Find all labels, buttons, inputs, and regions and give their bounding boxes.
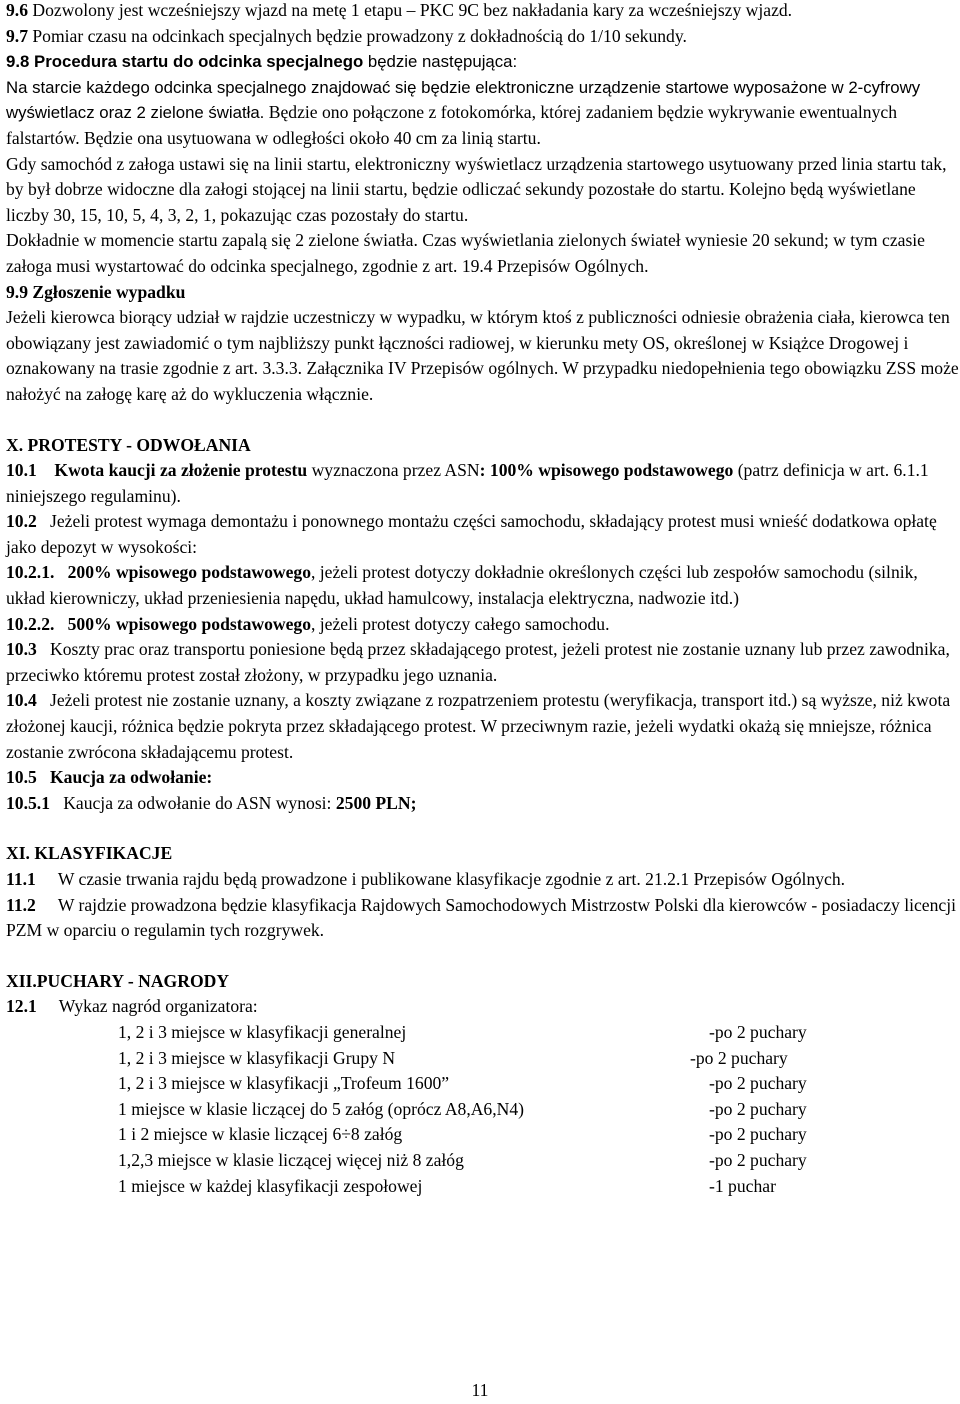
section-number: 10.2.2. [6, 613, 55, 634]
section-number: 10.2.1. [6, 562, 55, 583]
prize-value: -po 2 puchary [709, 1098, 807, 1119]
section-number: 10.4 [6, 690, 37, 711]
prize-row [6, 1071, 960, 1097]
document-page [6, 0, 960, 1199]
prize-label: 1, 2 i 3 miejsce w klasyfikacji generalnej [118, 1021, 407, 1042]
section-10-3 [6, 637, 960, 688]
prize-label: 1, 2 i 3 miejsce w klasyfikacji Grupy N [118, 1047, 396, 1068]
section-number: 10.5 [6, 767, 37, 788]
section-11-2 [6, 893, 960, 944]
paragraph-text: W rajdzie prowadzona będzie klasyfikacja Rajdowych Samochodowych Mistrzostw Polski dla kierowców - posiadaczy licencji PZM w oparciu o regulamin tych rozgrywek. [6, 894, 956, 941]
prize-row [6, 1174, 960, 1200]
section-number: 10.3 [6, 639, 37, 660]
chapter-xi-heading [6, 841, 960, 867]
prize-row [6, 1097, 960, 1123]
section-9-7 [6, 24, 960, 50]
section-9-9-text: Jeżeli kierowca biorący udział w rajdzie uczestniczy w wypadku, w którym ktoś z publiczności odniesie obrażenia ciała, kierowca ten obowiązany jest zawiadomić o tym najbliższy punkt łączności radiowej, w kierunku mety OS, określonej w Książce Drogowej i oznakowany na trasie zgodnie z art. 3.3.3. Załącznika IV Przepisów ogólnych. W przypadku niedopełnienia tego obowiązku ZSS może nałożyć na załogę karę aż do wykluczenia włącznie. [6, 307, 959, 404]
paragraph-text: (patrz definicja w art. 6.1.1 niniejszego regulaminu). [6, 460, 929, 506]
section-number: 10.1 [6, 460, 37, 481]
section-10-2 [6, 509, 960, 560]
paragraph-text: wyznaczona przez ASN [307, 460, 480, 481]
chapter-xii-heading [6, 969, 960, 995]
section-text: Pomiar czasu na odcinkach specjalnych będzie prowadzony z dokładnością do 1/10 sekundy. [28, 25, 687, 46]
paragraph-text: Wykaz nagród organizatora: [58, 996, 258, 1017]
section-number: 11.1 [6, 869, 36, 889]
prize-list [6, 1020, 960, 1199]
section-9-6 [6, 0, 960, 24]
bold-phrase: 2500 PLN; [335, 792, 417, 813]
section-10-2-1 [6, 560, 960, 611]
section-number: 9.9 [6, 281, 28, 302]
chapter-heading: XI. KLASYFIKACJE [6, 843, 173, 864]
paragraph-text: Na starcie każdego odcinka specjalnego znajdować się będzie elektroniczne urządzenie startowe wyposażone w 2-cyfrowy wyświetlacz oraz 2 zielone światła. [6, 77, 921, 123]
bold-phrase: 500% wpisowego podstawowego [67, 613, 311, 634]
prize-label: 1 i 2 miejsce w klasie liczącej 6÷8 załóg [118, 1124, 403, 1145]
section-9-9-title [6, 280, 960, 306]
bold-phrase: Kwota kaucji za złożenie protestu [54, 460, 308, 481]
paragraph-text: , jeżeli protest dotyczy całego samochodu. [311, 613, 610, 634]
prize-label: 1 miejsce w klasie liczącej do 5 załóg (oprócz A8,A6,N4) [118, 1098, 524, 1119]
section-9-8-para-2: Gdy samochód z załoga ustawi się na linii startu, elektroniczny wyświetlacz urządzenia startowego usytuowany przed linia startu tak, by był dobrze widoczne dla załogi stojącej na linii startu, będzie odliczać sekundy pozostałe do startu. Kolejno będą wyświetlane liczby 30, 15, 10, 5, 4, 3, 2, 1, pokazując czas pozostały do startu. [6, 153, 947, 225]
paragraph-text: Koszty prac oraz transportu poniesione będą przez składającego protest, jeżeli protest nie zostanie uznany lub przez zawodnika, przeciwko któremu protest został złożony, w przypadku jego uznania. [6, 639, 950, 685]
section-title: Kaucja za odwołanie: [50, 767, 213, 788]
page-number: 11 [471, 1380, 489, 1400]
section-9-8-para-3: Dokładnie w momencie startu zapalą się 2 zielone światła. Czas wyświetlania zielonych świateł wyniesie 20 sekund; w tym czasie załoga musi wystartować do odcinka specjalnego, zgodnie z art. 19.4 Przepisów Ogólnych. [6, 230, 925, 276]
prize-value: -po 2 puchary [709, 1021, 807, 1042]
prize-label: 1 miejsce w każdej klasyfikacji zespołowej [118, 1175, 423, 1196]
chapter-heading: X. PROTESTY - ODWOŁANIA [6, 434, 251, 455]
prize-value: -1 puchar [709, 1175, 776, 1196]
section-11-1 [6, 867, 960, 893]
paragraph-text: Jeżeli protest nie zostanie uznany, a koszty związane z rozpatrzeniem protestu (weryfikacja, transport itd.) są wyższe, niż kwota złożonej kaucji, różnica będzie pokryta przez składającego protest. W przeciwnym razie, jeżeli wydatki okażą się mniejsze, różnica zostanie zwrócona składającemu protest. [6, 690, 951, 762]
section-text: Dozwolony jest wcześniejszy wjazd na metę 1 etapu – PKC 9C bez nakładania kary za wcześniejszy wjazd. [28, 0, 793, 20]
prize-row [6, 1122, 960, 1148]
prize-value: -po 2 puchary [709, 1149, 807, 1170]
section-number: 10.5.1 [6, 792, 50, 813]
chapter-heading: XII.PUCHARY - NAGRODY [6, 970, 230, 991]
paragraph-text: , jeżeli protest dotyczy dokładnie określonych części lub zespołów samochodu (silnik, układ kierowniczy, układ przeniesienia napędu, układ hamulcowy, instalacja elektryczna, nadwozie itd.) [6, 562, 918, 609]
paragraph-text: Jeżeli protest wymaga demontażu i ponownego montażu części samochodu, składający protest musi wnieść dodatkowa opłatę jako depozyt w wysokości: [6, 511, 937, 557]
prize-value: -po 2 puchary [709, 1124, 807, 1145]
section-number: 10.2 [6, 511, 37, 532]
section-10-1 [6, 458, 960, 509]
prize-value: -po 2 puchary [709, 1073, 807, 1094]
bold-phrase: : 100% wpisowego podstawowego [479, 460, 734, 481]
prize-row [6, 1148, 960, 1174]
paragraph-text: Będzie ono połączone z fotokomórka, której zadaniem będzie wykrywanie ewentualnych falstartów. Będzie ona usytuowana w odległości około 40 cm za linią startu. [6, 102, 897, 148]
section-9-8 [6, 49, 960, 75]
section-10-2-2 [6, 612, 960, 638]
paragraph-text: Kaucja za odwołanie do ASN wynosi: [63, 792, 336, 813]
section-9-8-para-1 [6, 75, 960, 152]
section-title: Zgłoszenie wypadku [28, 281, 186, 302]
prize-value: -po 2 puchary [690, 1047, 788, 1068]
section-number: 9.7 [6, 25, 28, 46]
paragraph-text: W czasie trwania rajdu będą prowadzone i publikowane klasyfikacje zgodnie z art. 21.2.1 Przepisów Ogólnych. [57, 869, 846, 889]
prize-row [6, 1046, 960, 1072]
section-10-4 [6, 688, 960, 765]
section-12-1 [6, 994, 960, 1020]
chapter-x-heading [6, 433, 960, 459]
section-number: 12.1 [6, 996, 37, 1017]
section-number: 9.6 [6, 0, 28, 20]
prize-label: 1,2,3 miejsce w klasie liczącej więcej niż 8 załóg [118, 1149, 464, 1170]
section-10-5 [6, 765, 960, 791]
bold-phrase: 200% wpisowego podstawowego [67, 562, 311, 583]
section-10-5-1 [6, 791, 960, 817]
section-title: Procedura startu do odcinka specjalnego [29, 52, 364, 72]
prize-row [6, 1020, 960, 1046]
section-number: 11.2 [6, 894, 36, 915]
section-title-tail: będzie następująca: [363, 52, 518, 72]
section-number: 9.8 [6, 52, 30, 72]
prize-label: 1, 2 i 3 miejsce w klasyfikacji „Trofeum 1600” [118, 1073, 450, 1094]
